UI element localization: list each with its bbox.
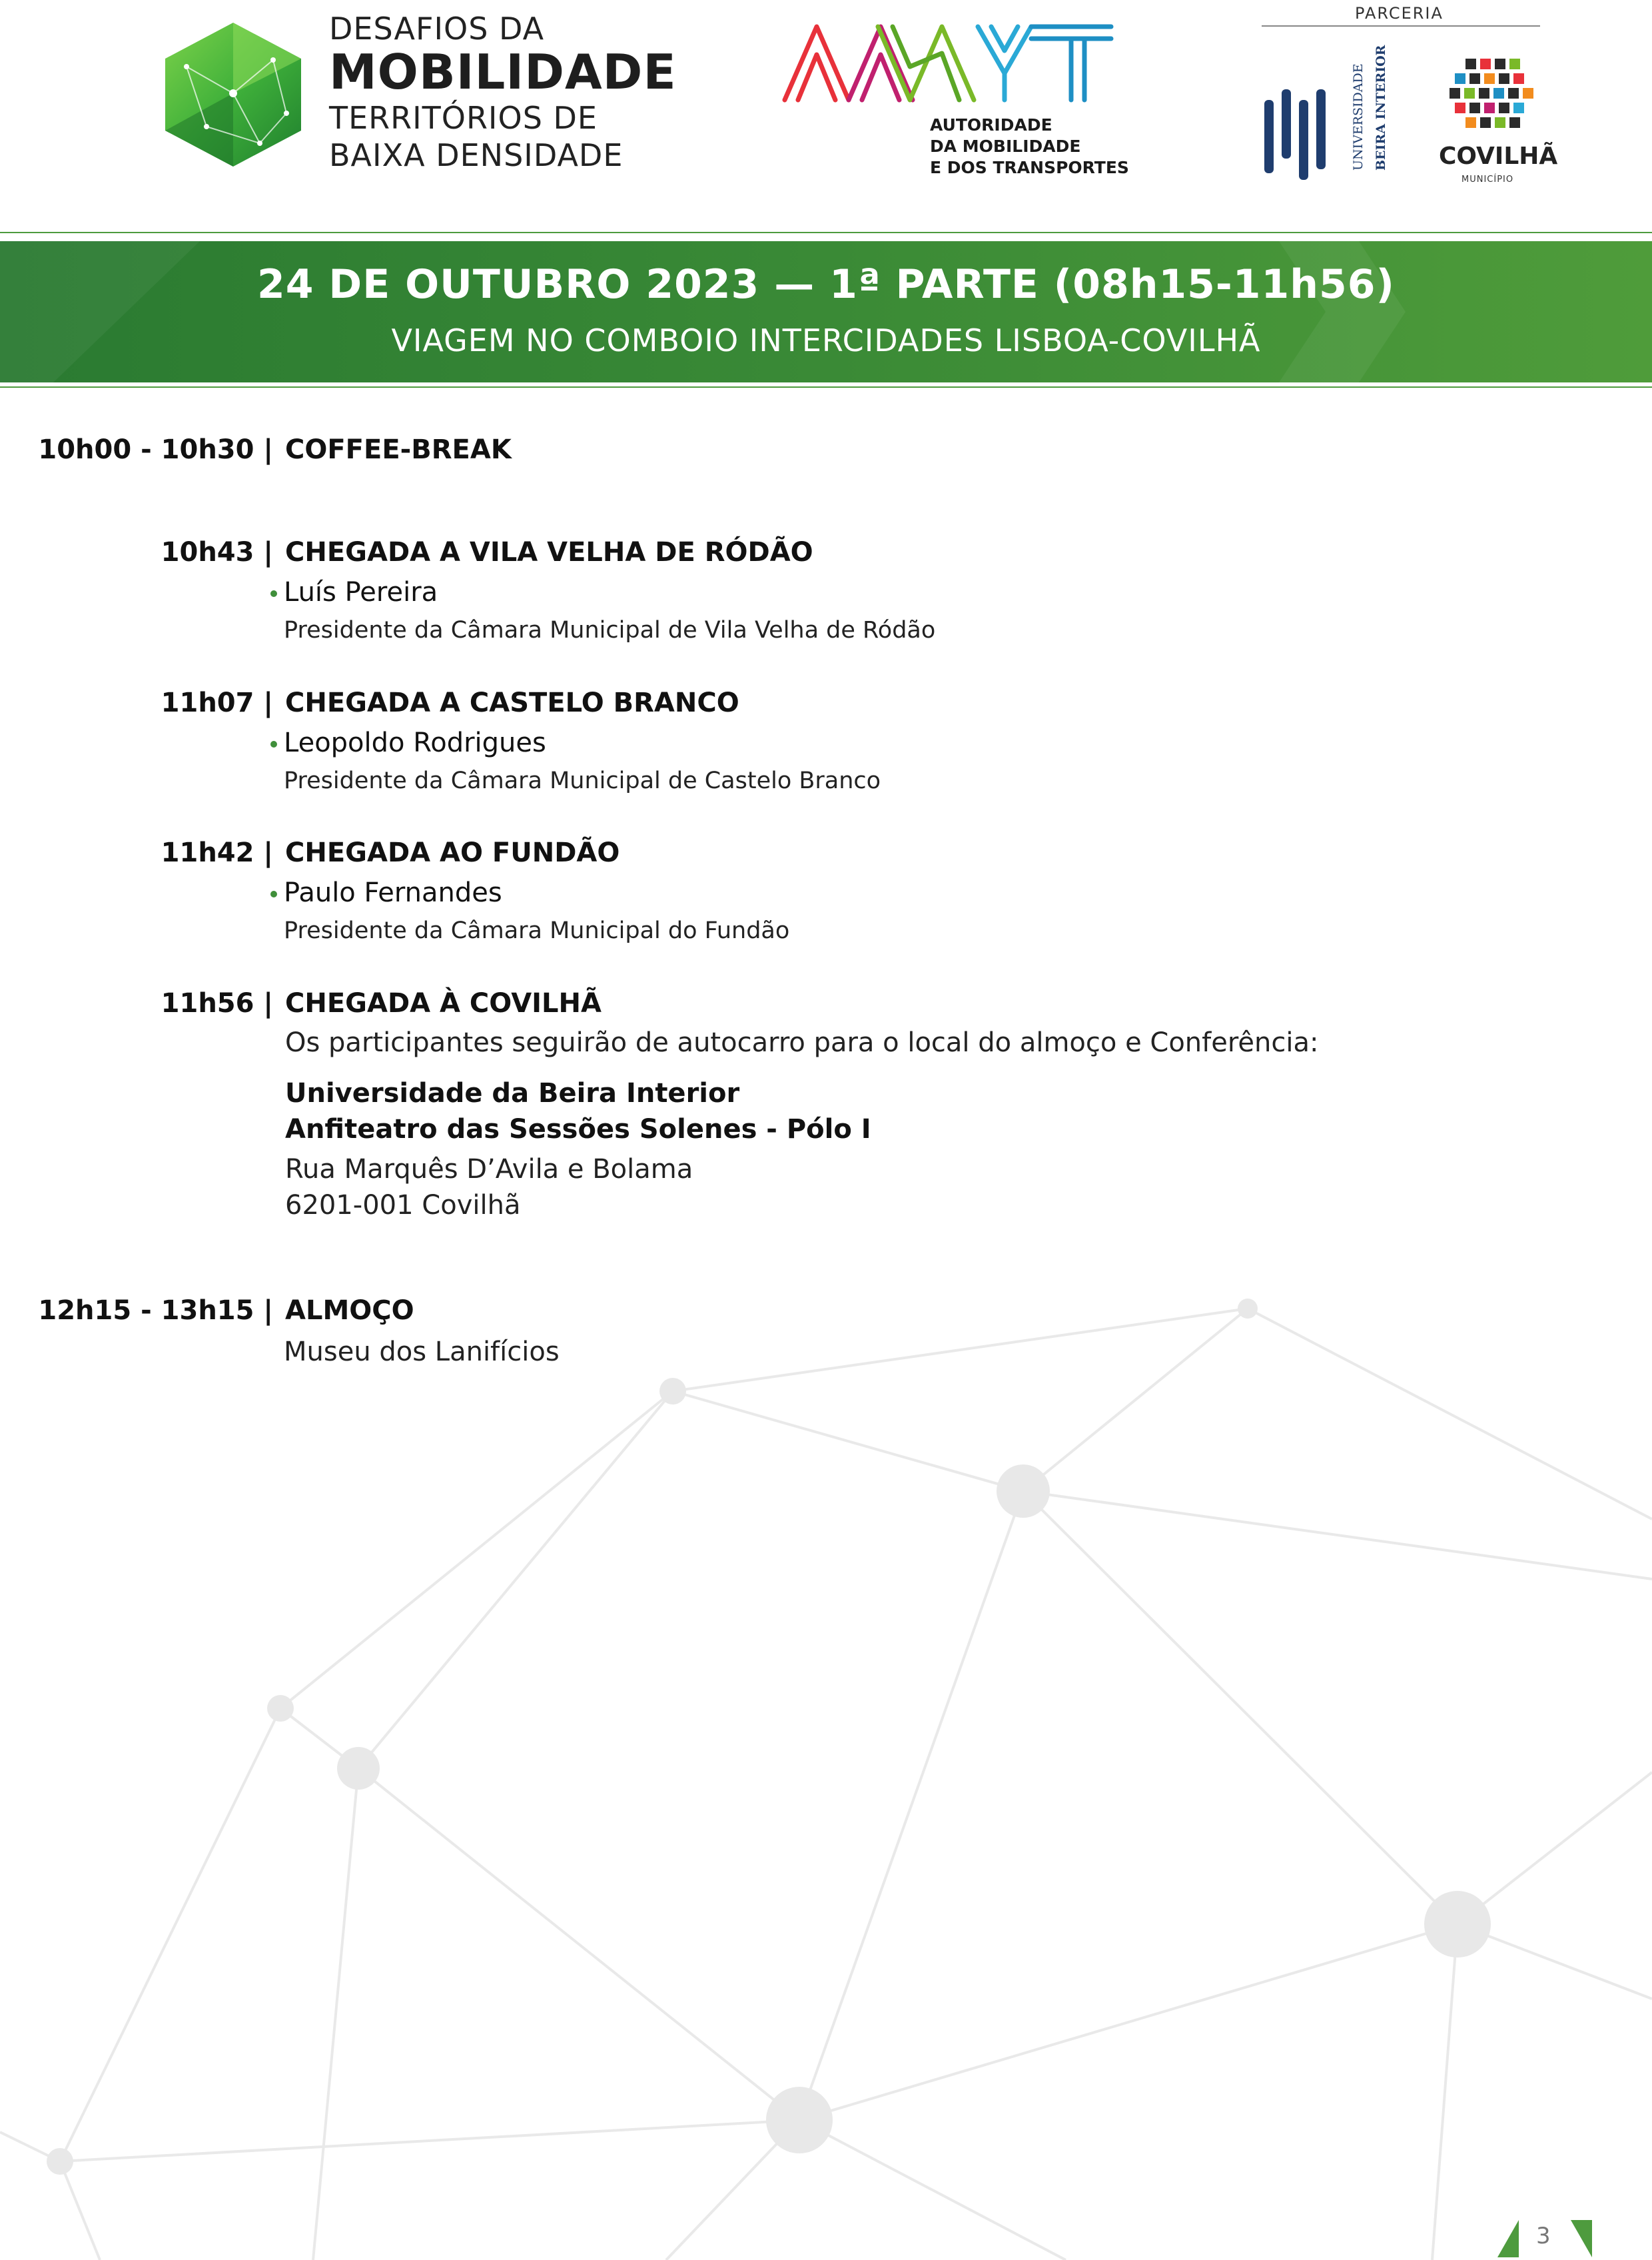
address-line-2: 6201-001 Covilhã — [285, 1190, 521, 1221]
partners-divider — [1262, 25, 1540, 27]
heading-castelo: CHEGADA A CASTELO BRANCO — [285, 688, 739, 718]
venue-line-1: Universidade da Beira Interior — [285, 1078, 740, 1109]
amt-line-3: E DOS TRANSPORTES — [930, 158, 1129, 177]
desafios-hexagon-logo — [160, 20, 306, 170]
time-covilha: 11h56 | — [161, 988, 273, 1019]
banner-title: 24 DE OUTUBRO 2023 — 1ª PARTE (08h15-11h56) — [257, 261, 1395, 308]
covilha-sub: MUNICÍPIO — [1461, 175, 1514, 185]
heading-coffee: COFFEE-BREAK — [285, 434, 512, 465]
venue-line-2: Anfiteatro das Sessões Solenes - Pólo I — [285, 1114, 871, 1145]
brand-line-1: DESAFIOS DA — [329, 11, 545, 47]
time-coffee: 10h00 - 10h30 | — [38, 434, 273, 465]
bullet-dot — [270, 891, 277, 897]
amt-line-2: DA MOBILIDADE — [930, 137, 1081, 156]
speaker-fundao: Paulo Fernandes — [284, 877, 502, 908]
page-marker-left-icon — [1496, 2220, 1523, 2257]
banner-subtitle: VIAGEM NO COMBOIO INTERCIDADES LISBOA-COVILHÃ — [391, 322, 1261, 358]
ubi-line-2: BEIRA INTERIOR — [1374, 45, 1388, 171]
brand-line-4: BAIXA DENSIDADE — [329, 137, 623, 173]
amt-line-1: AUTORIDADE — [930, 115, 1052, 135]
covilha-logo-mark — [1446, 55, 1539, 141]
ubi-logo-mark — [1262, 87, 1342, 185]
role-rodao: Presidente da Câmara Municipal de Vila Velha de Ródão — [284, 617, 936, 644]
heading-fundao: CHEGADA AO FUNDÃO — [285, 838, 620, 868]
transfer-note: Os participantes seguirão de autocarro para o local do almoço e Conferência: — [285, 1027, 1319, 1058]
heading-lunch: ALMOÇO — [285, 1295, 414, 1326]
ubi-line-1: UNIVERSIDADE — [1351, 63, 1366, 171]
banner-rule — [0, 386, 1652, 388]
role-fundao: Presidente da Câmara Municipal do Fundão — [284, 917, 790, 944]
page-number: 3 — [1536, 2223, 1551, 2249]
brand-line-3: TERRITÓRIOS DE — [329, 100, 598, 136]
header-rule — [0, 232, 1652, 233]
role-castelo: Presidente da Câmara Municipal de Castelo Branco — [284, 768, 881, 794]
lunch-place: Museu dos Lanifícios — [284, 1337, 560, 1367]
partners-label: PARCERIA — [1355, 4, 1444, 23]
time-castelo: 11h07 | — [161, 688, 273, 718]
covilha-name: COVILHÃ — [1439, 143, 1558, 170]
amt-logo — [778, 13, 1118, 107]
speaker-rodao: Luís Pereira — [284, 577, 438, 608]
time-lunch: 12h15 - 13h15 | — [38, 1295, 273, 1326]
heading-covilha: CHEGADA À COVILHÃ — [285, 988, 602, 1019]
brand-line-2: MOBILIDADE — [329, 44, 677, 100]
bullet-dot — [270, 590, 277, 597]
page-marker-right-icon — [1568, 2220, 1595, 2257]
time-rodao: 10h43 | — [161, 537, 273, 568]
time-fundao: 11h42 | — [161, 838, 273, 868]
bullet-dot — [270, 741, 277, 748]
heading-rodao: CHEGADA A VILA VELHA DE RÓDÃO — [285, 537, 813, 568]
speaker-castelo: Leopoldo Rodrigues — [284, 728, 546, 758]
address-line-1: Rua Marquês D’Avila e Bolama — [285, 1154, 693, 1185]
